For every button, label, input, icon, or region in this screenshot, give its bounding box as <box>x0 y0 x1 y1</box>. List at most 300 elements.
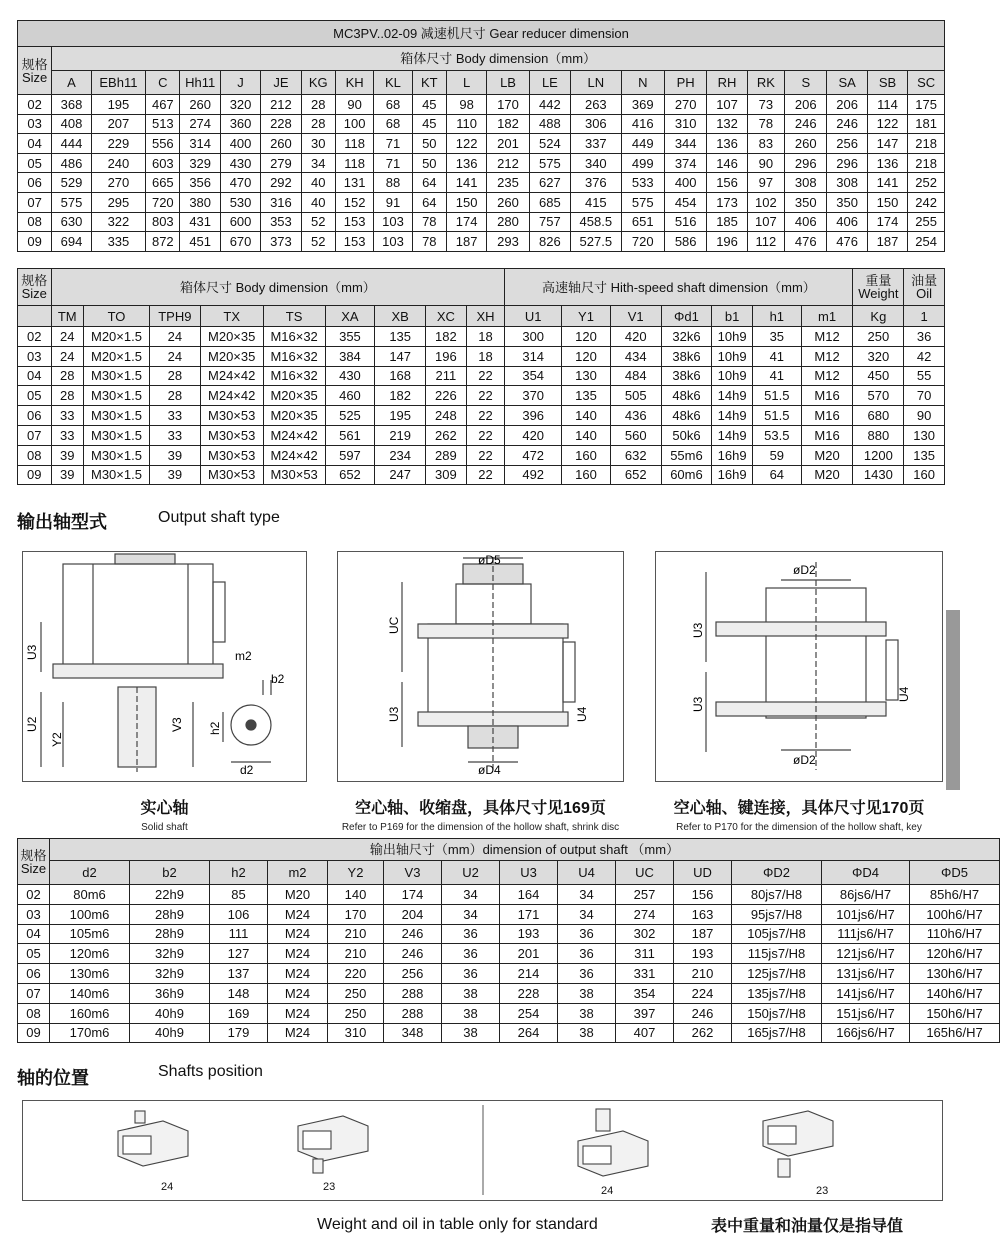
body-dimension-header: 箱体尺寸 Body dimension（mm） <box>51 269 505 306</box>
table-cell: 160 <box>904 465 945 485</box>
table-row <box>18 983 1000 1003</box>
table-cell: 105js7/H8 <box>732 924 822 944</box>
table-cell: 36 <box>904 327 945 347</box>
table-cell: 140 <box>562 406 611 426</box>
table-cell: 103 <box>374 212 412 232</box>
table-cell: M12 <box>801 366 853 386</box>
label-u4: U4 <box>575 706 589 722</box>
output-shaft-header: 输出轴尺寸（mm）dimension of output shaft （mm） <box>50 839 1000 861</box>
table-cell: 50 <box>412 134 446 154</box>
table-cell: 470 <box>220 173 260 193</box>
table-cell: 107 <box>747 212 784 232</box>
table-cell: 28 <box>51 366 83 386</box>
blank-cell <box>18 306 52 327</box>
table-cell: 22 <box>466 406 505 426</box>
table-cell: 140m6 <box>50 983 130 1003</box>
table-cell: 348 <box>384 1023 442 1043</box>
table-cell: M24 <box>268 964 328 984</box>
column-header: b1 <box>712 306 753 327</box>
table-row <box>18 153 945 173</box>
table-cell: 204 <box>384 904 442 924</box>
table-cell: 39 <box>149 445 200 465</box>
table-cell: 120 <box>562 327 611 347</box>
caption-cn: 实心轴 <box>140 800 189 817</box>
size-cell: 03 <box>18 346 52 366</box>
oil-en: Oil <box>916 286 933 301</box>
column-header: KT <box>412 71 446 95</box>
table-cell: 316 <box>261 192 301 212</box>
table-row <box>18 904 1000 924</box>
size-cell: 05 <box>18 944 50 964</box>
table-cell: 100 <box>335 114 373 134</box>
size-cell: 04 <box>18 924 50 944</box>
solid-shaft-diagram <box>22 551 307 782</box>
size-cell: 06 <box>18 173 52 193</box>
table-cell: 141js6/H7 <box>822 983 910 1003</box>
size-cell: 02 <box>18 95 52 115</box>
table-cell: 264 <box>500 1023 558 1043</box>
table-cell: 60m6 <box>661 465 712 485</box>
highspeed-shaft-header: 高速轴尺寸 Hith-speed shaft dimension（mm） <box>505 269 853 306</box>
column-header: TS <box>263 306 325 327</box>
table-cell: 140h6/H7 <box>910 983 1000 1003</box>
table-cell: 130m6 <box>50 964 130 984</box>
table-cell: 45 <box>412 114 446 134</box>
oil-header <box>904 269 945 306</box>
table-cell: 130 <box>904 425 945 445</box>
table-cell: 575 <box>52 192 91 212</box>
table-cell: 254 <box>500 1003 558 1023</box>
shafts-position-title-en: Shafts position <box>158 1063 263 1080</box>
column-header: TPH9 <box>149 306 200 327</box>
table-row <box>18 964 1000 984</box>
table-cell: M20 <box>801 445 853 465</box>
column-header: JE <box>261 71 301 95</box>
table-cell: M24×42 <box>200 366 263 386</box>
table-cell: 95js7/H8 <box>732 904 822 924</box>
size-header <box>18 269 52 306</box>
table-cell: 141 <box>446 173 486 193</box>
table-cell: M24 <box>268 1023 328 1043</box>
table-cell: 263 <box>571 95 621 115</box>
column-header: N <box>621 71 664 95</box>
position-icon-3 <box>578 1109 648 1176</box>
caption-en: Solid shaft <box>141 822 188 833</box>
table-cell: M20 <box>268 885 328 905</box>
column-header: S <box>785 71 827 95</box>
table-cell: 451 <box>180 232 220 252</box>
table-cell: 22 <box>466 425 505 445</box>
table-cell: 680 <box>853 406 904 426</box>
caption-en: Refer to P170 for the dimension of the hollow shaft, key <box>676 822 922 833</box>
label-u3-a: U3 <box>691 622 705 638</box>
table-cell: 288 <box>384 1003 442 1023</box>
table-cell: 153 <box>335 212 373 232</box>
table-cell: 175 <box>908 95 945 115</box>
table-cell: M30×53 <box>200 406 263 426</box>
table-cell: 472 <box>505 445 562 465</box>
table-row <box>18 114 945 134</box>
table-cell: 135 <box>375 327 426 347</box>
table-cell: 36 <box>558 944 616 964</box>
table-cell: 196 <box>707 232 747 252</box>
table-cell: 174 <box>867 212 907 232</box>
table-cell: 115js7/H8 <box>732 944 822 964</box>
table-cell: 171 <box>500 904 558 924</box>
table-cell: M24 <box>268 1003 328 1023</box>
size-cell: 03 <box>18 114 52 134</box>
table-cell: 52 <box>301 212 335 232</box>
table-cell: 50k6 <box>661 425 712 445</box>
column-header: EBh11 <box>91 71 146 95</box>
table-cell: 83 <box>747 134 784 154</box>
table-cell: 651 <box>621 212 664 232</box>
table-cell: 292 <box>261 173 301 193</box>
column-header: UC <box>616 861 674 885</box>
table-cell: 224 <box>674 983 732 1003</box>
table-cell: 51.5 <box>752 386 801 406</box>
table-cell: 296 <box>827 153 867 173</box>
column-header: V1 <box>610 306 661 327</box>
table-cell: 533 <box>621 173 664 193</box>
table-cell: 235 <box>487 173 529 193</box>
label-y2: Y2 <box>50 732 64 747</box>
table-cell: 146 <box>707 153 747 173</box>
table-cell: 293 <box>487 232 529 252</box>
table-cell: 289 <box>426 445 467 465</box>
column-header: h1 <box>752 306 801 327</box>
table-cell: 300 <box>505 327 562 347</box>
table1-title: MC3PV..02-09 减速机尺寸 Gear reducer dimension <box>18 21 945 47</box>
table-cell: 492 <box>505 465 562 485</box>
table-cell: 1200 <box>853 445 904 465</box>
table-cell: 165h6/H7 <box>910 1023 1000 1043</box>
table-cell: 218 <box>908 134 945 154</box>
table-cell: M16 <box>801 386 853 406</box>
table-cell: M24×42 <box>263 425 325 445</box>
table-cell: 48k6 <box>661 386 712 406</box>
table-cell: 254 <box>908 232 945 252</box>
table-cell: 170m6 <box>50 1023 130 1043</box>
table-cell: 234 <box>375 445 426 465</box>
table-cell: 85h6/H7 <box>910 885 1000 905</box>
table-cell: 22 <box>466 366 505 386</box>
table-cell: 22h9 <box>130 885 210 905</box>
table-cell: 153 <box>335 232 373 252</box>
table-cell: 296 <box>785 153 827 173</box>
table-cell: 450 <box>853 366 904 386</box>
size-cn: 规格 <box>20 847 47 863</box>
size-cell: 06 <box>18 964 50 984</box>
size-en: Size <box>20 860 47 876</box>
table-cell: 122 <box>867 114 907 134</box>
table-cell: 16h9 <box>712 445 753 465</box>
table-cell: 219 <box>375 425 426 445</box>
table-cell: 872 <box>146 232 180 252</box>
table-cell: M20×35 <box>200 327 263 347</box>
table-cell: 38k6 <box>661 366 712 386</box>
table-cell: 111 <box>210 924 268 944</box>
table-cell: 120 <box>562 346 611 366</box>
table-cell: 214 <box>500 964 558 984</box>
table-cell: M20×35 <box>263 386 325 406</box>
table-cell: 476 <box>785 232 827 252</box>
column-header: Y2 <box>328 861 384 885</box>
table-cell: 228 <box>500 983 558 1003</box>
table-cell: 34 <box>558 904 616 924</box>
table-cell: 52 <box>301 232 335 252</box>
table-cell: 826 <box>529 232 570 252</box>
label-u3: U3 <box>25 644 39 660</box>
table-cell: 41 <box>752 346 801 366</box>
column-header: SA <box>827 71 867 95</box>
table-cell: 397 <box>616 1003 674 1023</box>
table-cell: 600 <box>220 212 260 232</box>
table-cell: 665 <box>146 173 180 193</box>
table-cell: 24 <box>51 346 83 366</box>
table-cell: 122 <box>446 134 486 154</box>
caption-cn: 空心轴、键连接，具体尺寸见170页 <box>673 800 925 817</box>
column-header: XB <box>375 306 426 327</box>
weight-en: Weight <box>858 286 899 301</box>
hollow-key-caption <box>642 795 956 833</box>
table-cell: 201 <box>487 134 529 154</box>
size-en: Size <box>21 286 47 301</box>
weight-cn: 重量 <box>865 273 892 288</box>
table-cell: 242 <box>908 192 945 212</box>
table-cell: 524 <box>529 134 570 154</box>
table-cell: 757 <box>529 212 570 232</box>
table-cell: 355 <box>325 327 375 347</box>
shafts-position-panel <box>22 1100 943 1201</box>
table-cell: 344 <box>664 134 706 154</box>
table-cell: 110 <box>446 114 486 134</box>
table-cell: 458.5 <box>571 212 621 232</box>
table-cell: 396 <box>505 406 562 426</box>
table-cell: 380 <box>180 192 220 212</box>
table-cell: 196 <box>426 346 467 366</box>
label-u3-b: U3 <box>691 696 705 712</box>
table-cell: 39 <box>149 465 200 485</box>
table-cell: 85 <box>210 885 268 905</box>
table-cell: 59 <box>752 445 801 465</box>
table-cell: M30×53 <box>200 445 263 465</box>
table-cell: 652 <box>610 465 661 485</box>
table-cell: 91 <box>374 192 412 212</box>
table-row <box>18 366 945 386</box>
table-cell: M16 <box>801 425 853 445</box>
table-cell: 160m6 <box>50 1003 130 1023</box>
table-cell: 314 <box>180 134 220 154</box>
table-cell: 39 <box>51 465 83 485</box>
table-cell: 516 <box>664 212 706 232</box>
table-cell: 150js7/H8 <box>732 1003 822 1023</box>
table-cell: 22 <box>466 386 505 406</box>
table-cell: 51.5 <box>752 406 801 426</box>
column-header: C <box>146 71 180 95</box>
position-icon-2 <box>298 1116 368 1173</box>
table-cell: 187 <box>867 232 907 252</box>
output-shaft-title-en: Output shaft type <box>158 509 280 526</box>
table-cell: 40 <box>301 173 335 193</box>
table-cell: M16×32 <box>263 346 325 366</box>
table-cell: 449 <box>621 134 664 154</box>
table-cell: M30×1.5 <box>83 465 149 485</box>
table-cell: M30×1.5 <box>83 386 149 406</box>
table-cell: 513 <box>146 114 180 134</box>
table-cell: 195 <box>375 406 426 426</box>
table-cell: 38 <box>442 1003 500 1023</box>
table-cell: 64 <box>412 173 446 193</box>
size-en: Size <box>22 69 48 85</box>
table-cell: 160 <box>562 465 611 485</box>
table-cell: 169 <box>210 1003 268 1023</box>
table-cell: 274 <box>180 114 220 134</box>
table-cell: 114 <box>867 95 907 115</box>
table-cell: 246 <box>384 944 442 964</box>
column-header: KG <box>301 71 335 95</box>
table-cell: 444 <box>52 134 91 154</box>
table-cell: 14h9 <box>712 386 753 406</box>
table-cell: 250 <box>328 983 384 1003</box>
table-cell: 335 <box>91 232 146 252</box>
table-cell: M24 <box>268 944 328 964</box>
table-cell: 247 <box>375 465 426 485</box>
table-cell: 164 <box>500 885 558 905</box>
table-cell: 228 <box>261 114 301 134</box>
table-cell: 151js6/H7 <box>822 1003 910 1023</box>
table-cell: 556 <box>146 134 180 154</box>
table-row <box>18 386 945 406</box>
oil-cn: 油量 <box>911 273 938 288</box>
table-cell: 575 <box>529 153 570 173</box>
size-cell: 08 <box>18 212 52 232</box>
caption-cn: 空心轴、收缩盘，具体尺寸见169页 <box>355 800 606 817</box>
table-row <box>18 944 1000 964</box>
table-cell: 354 <box>616 983 674 1003</box>
table-cell: 586 <box>664 232 706 252</box>
table-cell: 156 <box>707 173 747 193</box>
table-cell: 206 <box>827 95 867 115</box>
table-cell: 179 <box>210 1023 268 1043</box>
table-cell: 407 <box>616 1023 674 1043</box>
table-cell: 118 <box>335 134 373 154</box>
table-cell: 14h9 <box>712 406 753 426</box>
weight-header <box>853 269 904 306</box>
table-cell: 28 <box>301 95 335 115</box>
table-cell: 368 <box>52 95 91 115</box>
column-header: U4 <box>558 861 616 885</box>
position-label-2: 23 <box>323 1181 336 1193</box>
table-cell: 28 <box>149 386 200 406</box>
table-cell: 147 <box>867 134 907 154</box>
table-cell: M24×42 <box>200 386 263 406</box>
table-cell: 112 <box>747 232 784 252</box>
table-cell: 38 <box>442 983 500 1003</box>
footer-note-en: Weight and oil in table only for standard <box>317 1216 598 1233</box>
column-header: ΦD2 <box>732 861 822 885</box>
table-cell: 720 <box>146 192 180 212</box>
table-cell: 118 <box>335 153 373 173</box>
table-cell: 55 <box>904 366 945 386</box>
table-cell: 34 <box>442 885 500 905</box>
table-cell: 527.5 <box>571 232 621 252</box>
label-u3: U3 <box>387 706 401 722</box>
table-cell: 279 <box>261 153 301 173</box>
table-cell: 210 <box>328 944 384 964</box>
table-cell: 575 <box>621 192 664 212</box>
table-cell: 160 <box>562 445 611 465</box>
column-header: TM <box>51 306 83 327</box>
table-cell: 36 <box>558 964 616 984</box>
table-cell: M12 <box>801 346 853 366</box>
table-cell: 35 <box>752 327 801 347</box>
table-cell: M30×1.5 <box>83 406 149 426</box>
table-cell: 354 <box>505 366 562 386</box>
label-d5: øD5 <box>478 553 501 567</box>
column-header: L <box>446 71 486 95</box>
label-d2-top: øD2 <box>793 563 816 577</box>
table-cell: 803 <box>146 212 180 232</box>
table-cell: 248 <box>426 406 467 426</box>
table-cell: 130h6/H7 <box>910 964 1000 984</box>
table-row <box>18 134 945 154</box>
size-cell: 07 <box>18 983 50 1003</box>
table-cell: 32k6 <box>661 327 712 347</box>
table-cell: 210 <box>674 964 732 984</box>
table-cell: 36 <box>442 944 500 964</box>
table-cell: 28h9 <box>130 904 210 924</box>
table-cell: 246 <box>785 114 827 134</box>
table-cell: 430 <box>220 153 260 173</box>
table-cell: 195 <box>91 95 146 115</box>
table-cell: 374 <box>664 153 706 173</box>
table-cell: 373 <box>261 232 301 252</box>
size-cell: 04 <box>18 134 52 154</box>
table-cell: 120h6/H7 <box>910 944 1000 964</box>
table-cell: 97 <box>747 173 784 193</box>
label-d2: d2 <box>240 763 254 777</box>
table-cell: 685 <box>529 192 570 212</box>
table-cell: 370 <box>505 386 562 406</box>
solid-shaft-drawing <box>23 552 305 780</box>
table-cell: 376 <box>571 173 621 193</box>
label-d2-bottom: øD2 <box>793 753 816 767</box>
table-cell: 530 <box>220 192 260 212</box>
size-cell: 02 <box>18 885 50 905</box>
table-cell: 150 <box>446 192 486 212</box>
column-header: b2 <box>130 861 210 885</box>
table-row <box>18 212 945 232</box>
table-cell: 71 <box>374 153 412 173</box>
table-cell: 369 <box>621 95 664 115</box>
table-cell: 163 <box>674 904 732 924</box>
table-cell: 24 <box>149 346 200 366</box>
label-d4: øD4 <box>478 763 501 777</box>
table-cell: 36 <box>442 964 500 984</box>
table-cell: 206 <box>785 95 827 115</box>
table-cell: 408 <box>52 114 91 134</box>
table-cell: 454 <box>664 192 706 212</box>
table-cell: 150h6/H7 <box>910 1003 1000 1023</box>
table-cell: M24 <box>268 983 328 1003</box>
table-cell: 98 <box>446 95 486 115</box>
column-header: ΦD4 <box>822 861 910 885</box>
table-row <box>18 173 945 193</box>
table-cell: 226 <box>426 386 467 406</box>
table-cell: 525 <box>325 406 375 426</box>
table-cell: 24 <box>51 327 83 347</box>
